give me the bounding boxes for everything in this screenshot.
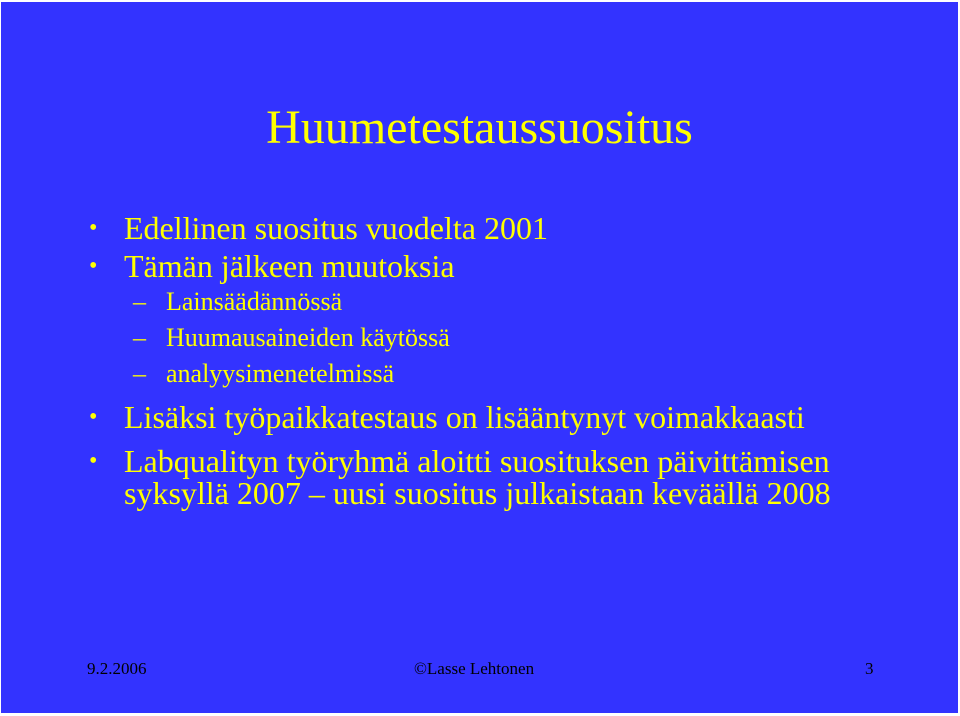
bullet-icon: • — [89, 215, 98, 241]
dash-icon: – — [133, 287, 146, 316]
bullet-text: Edellinen suositus vuodelta 2001 — [124, 210, 548, 246]
dash-icon: – — [133, 359, 146, 388]
bullet-item — [89, 250, 909, 282]
sub-bullet-text: analyysimenetelmissä — [166, 359, 395, 388]
bullet-item — [89, 212, 909, 244]
footer-page-number: 3 — [865, 659, 874, 678]
sub-bullet-item — [89, 323, 909, 353]
sub-bullet-item — [89, 287, 909, 317]
dash-icon: – — [133, 323, 146, 352]
footer-date: 9.2.2006 — [87, 659, 147, 678]
bullet-item — [89, 445, 909, 509]
slide-title: Huumetestaussuositus — [266, 101, 693, 154]
bullet-item — [89, 401, 909, 433]
sub-bullet-text: Lainsäädännössä — [166, 287, 343, 316]
slide — [1, 2, 958, 713]
bullet-text: Labqualityn työryhmä aloitti suosituksen päivittämisen syksyllä 2007 – uusi suositus julkaistaan keväällä 2008 — [124, 443, 831, 511]
bullet-icon: • — [89, 253, 98, 279]
slide-content — [89, 212, 909, 521]
sub-bullet-item — [89, 359, 909, 389]
bullet-icon: • — [89, 448, 98, 474]
bullet-text: Tämän jälkeen muutoksia — [124, 248, 455, 284]
footer-author: ©Lasse Lehtonen — [414, 659, 535, 678]
bullet-icon: • — [89, 404, 98, 430]
bullet-text: Lisäksi työpaikkatestaus on lisääntynyt voimakkaasti — [124, 399, 805, 435]
sub-bullet-text: Huumausaineiden käytössä — [166, 323, 450, 352]
